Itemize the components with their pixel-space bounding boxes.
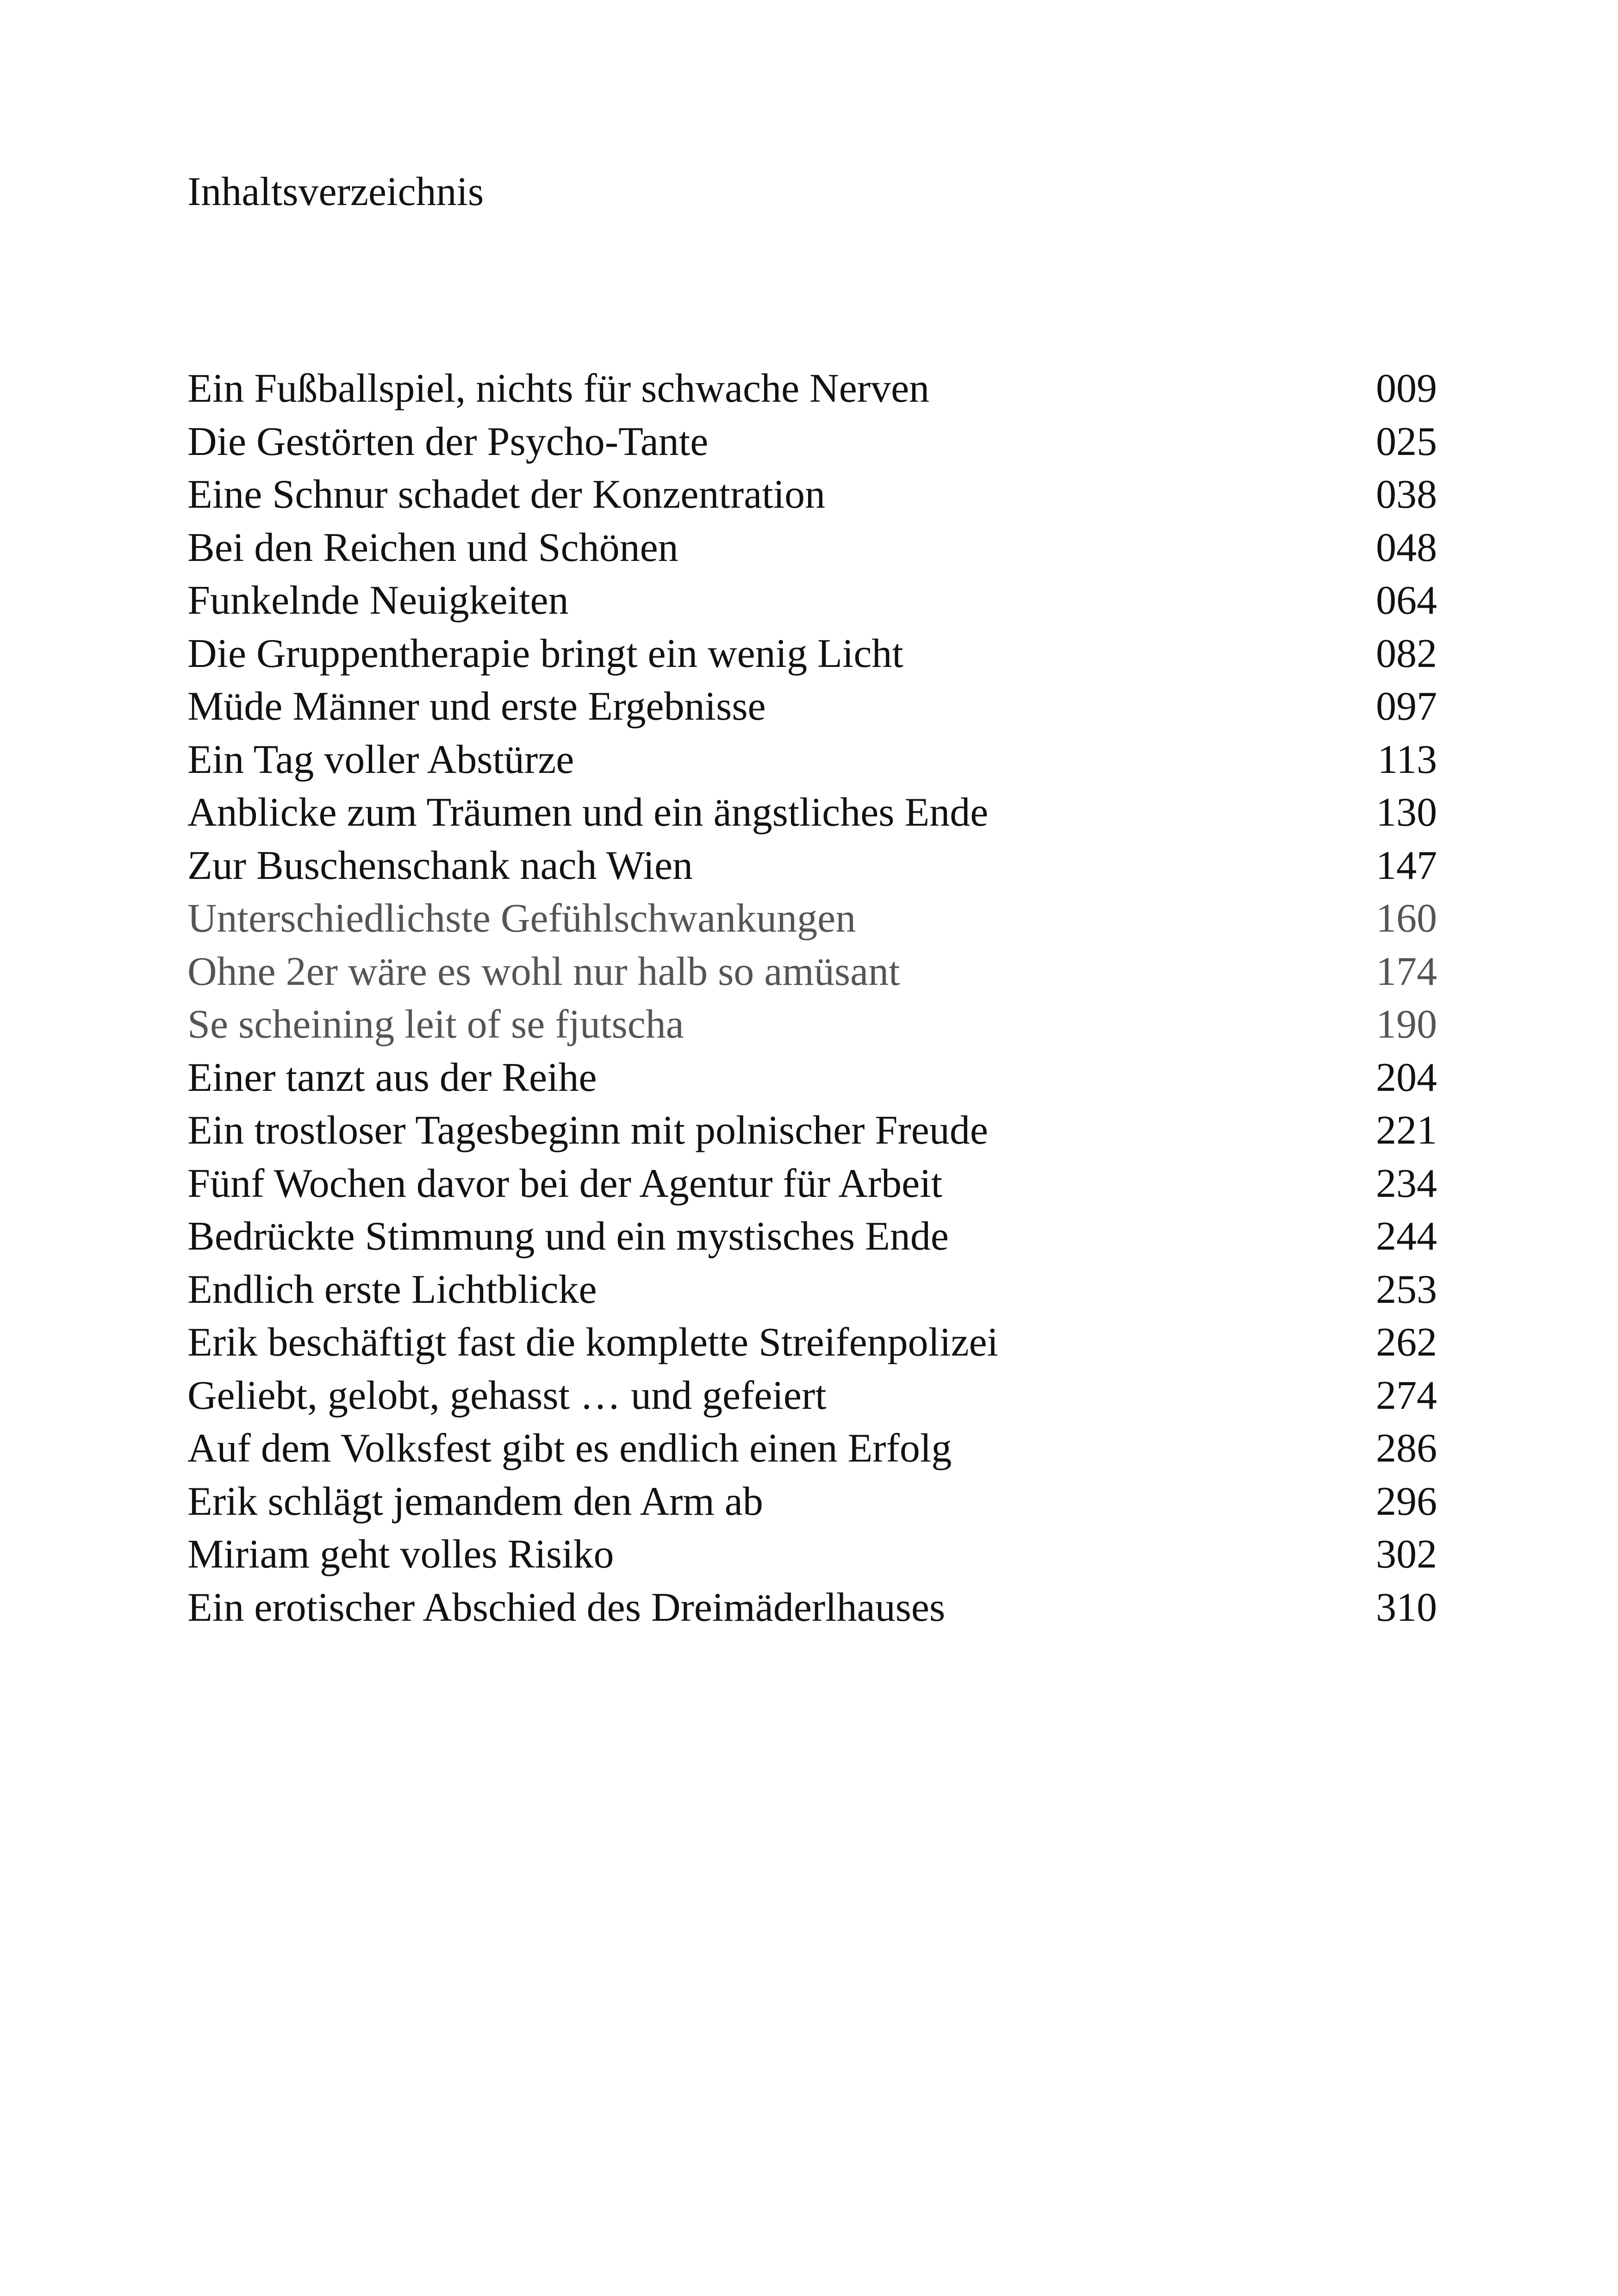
toc-entry-title: Se scheining leit of se fjutscha	[187, 1002, 684, 1047]
toc-entry	[187, 1422, 1437, 1475]
toc-entry	[187, 416, 1437, 469]
toc-entry-title: Die Gruppentherapie bringt ein wenig Licht	[187, 631, 903, 676]
toc-heading: Inhaltsverzeichnis	[187, 169, 484, 214]
toc-entry-page: 274	[1376, 1373, 1437, 1418]
toc-entry-page: 160	[1376, 896, 1437, 941]
toc-entry	[187, 1210, 1437, 1263]
toc-entry-title: Auf dem Volksfest gibt es endlich einen Erfolg	[187, 1426, 952, 1471]
toc-entry-page: 048	[1376, 525, 1437, 570]
toc-entry-page: 130	[1376, 790, 1437, 835]
toc-entry-page: 244	[1376, 1214, 1437, 1259]
toc-entry	[187, 522, 1437, 575]
toc-entry	[187, 892, 1437, 946]
toc-entry-title: Bei den Reichen und Schönen	[187, 525, 678, 570]
toc-entry-title: Endlich erste Lichtblicke	[187, 1267, 597, 1312]
toc-entry	[187, 1263, 1437, 1317]
toc-entry-title: Ein Fußballspiel, nichts für schwache Nerven	[187, 366, 930, 411]
toc-entry-title: Die Gestörten der Psycho-Tante	[187, 419, 709, 464]
toc-entry-title: Ohne 2er wäre es wohl nur halb so amüsant	[187, 949, 900, 994]
toc-entry-title: Ein Tag voller Abstürze	[187, 737, 574, 782]
toc-entry	[187, 1528, 1437, 1581]
toc-entry	[187, 734, 1437, 787]
toc-entry-title: Erik beschäftigt fast die komplette Streifenpolizei	[187, 1320, 999, 1365]
toc-entry	[187, 1369, 1437, 1423]
toc-entry	[187, 1104, 1437, 1157]
toc-entry-page: 113	[1377, 737, 1437, 782]
toc-entry	[187, 680, 1437, 734]
toc-entry-page: 296	[1376, 1479, 1437, 1524]
toc-entry-page: 204	[1376, 1055, 1437, 1100]
toc-entry-title: Bedrückte Stimmung und ein mystisches Ende	[187, 1214, 949, 1259]
toc-entry-title: Fünf Wochen davor bei der Agentur für Arbeit	[187, 1161, 943, 1206]
toc-entry	[187, 1316, 1437, 1369]
toc-entry-title: Anblicke zum Träumen und ein ängstliches Ende	[187, 790, 989, 835]
toc-entry-page: 009	[1376, 366, 1437, 411]
toc-entry-title: Zur Buschenschank nach Wien	[187, 843, 693, 888]
toc-entry-title: Miriam geht volles Risiko	[187, 1532, 614, 1577]
toc-entry	[187, 574, 1437, 628]
toc-list	[187, 362, 1437, 1634]
toc-entry	[187, 840, 1437, 893]
toc-entry-page: 234	[1376, 1161, 1437, 1206]
toc-entry	[187, 1052, 1437, 1105]
toc-entry	[187, 1157, 1437, 1211]
toc-entry	[187, 946, 1437, 999]
toc-entry	[187, 362, 1437, 416]
toc-entry-title: Müde Männer und erste Ergebnisse	[187, 684, 766, 729]
toc-entry	[187, 1581, 1437, 1635]
toc-entry	[187, 468, 1437, 522]
toc-entry-page: 174	[1376, 949, 1437, 994]
toc-entry-page: 147	[1376, 843, 1437, 888]
toc-entry-title: Erik schlägt jemandem den Arm ab	[187, 1479, 763, 1524]
toc-entry-title: Unterschiedlichste Gefühlschwankungen	[187, 896, 856, 941]
toc-entry	[187, 998, 1437, 1052]
toc-entry-title: Eine Schnur schadet der Konzentration	[187, 472, 826, 517]
toc-entry-title: Funkelnde Neuigkeiten	[187, 578, 569, 623]
toc-entry-page: 038	[1376, 472, 1437, 517]
toc-entry-page: 310	[1376, 1585, 1437, 1630]
toc-entry-page: 064	[1376, 578, 1437, 623]
toc-entry-title: Ein trostloser Tagesbeginn mit polnischer Freude	[187, 1108, 988, 1153]
toc-entry-page: 286	[1376, 1426, 1437, 1471]
toc-entry	[187, 628, 1437, 681]
toc-entry-page: 253	[1376, 1267, 1437, 1312]
toc-entry-page: 190	[1376, 1002, 1437, 1047]
toc-entry-page: 025	[1376, 419, 1437, 464]
toc-entry-page: 082	[1376, 631, 1437, 676]
toc-entry-page: 302	[1376, 1532, 1437, 1577]
toc-entry-title: Geliebt, gelobt, gehasst … und gefeiert	[187, 1373, 827, 1418]
toc-entry-page: 221	[1376, 1108, 1437, 1153]
toc-entry-title: Einer tanzt aus der Reihe	[187, 1055, 597, 1100]
toc-entry-title: Ein erotischer Abschied des Dreimäderlhauses	[187, 1585, 946, 1630]
toc-entry	[187, 1475, 1437, 1529]
toc-entry-page: 262	[1376, 1320, 1437, 1365]
toc-entry	[187, 786, 1437, 840]
toc-entry-page: 097	[1376, 684, 1437, 729]
